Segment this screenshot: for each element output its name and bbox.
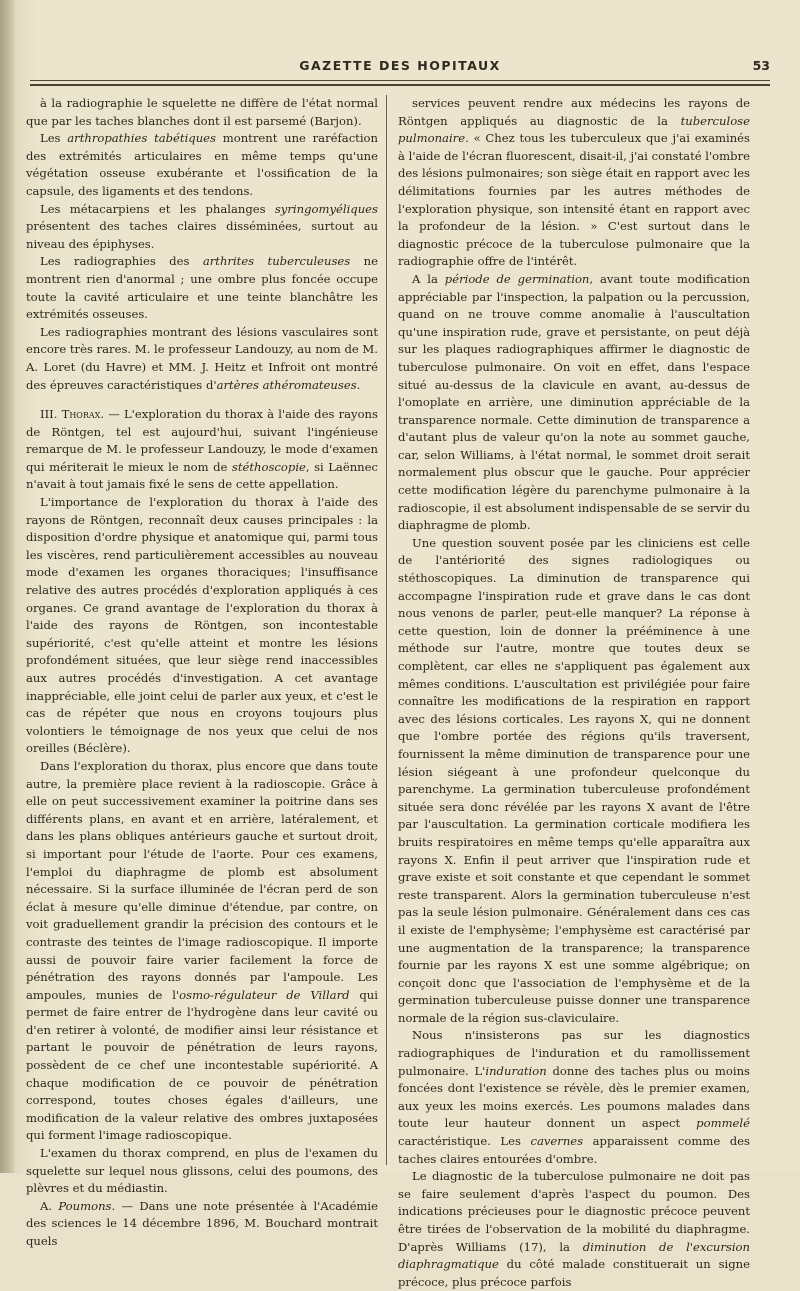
paragraph bbox=[398, 95, 750, 271]
italic-term: syringomyéliques bbox=[274, 201, 378, 216]
paragraph bbox=[26, 324, 378, 394]
text-run: , si Laënnec n'avait à tout jamais fixé le sens de cette appellation. bbox=[26, 459, 378, 492]
left-column bbox=[26, 95, 378, 1251]
paragraph bbox=[26, 253, 378, 323]
paragraph bbox=[26, 201, 378, 254]
text-run: caractéristique. Les bbox=[398, 1134, 531, 1149]
italic-term: artères athéromateuses bbox=[216, 377, 357, 392]
text-run: , avant toute modification appréciable par l'inspection, la palpation ou la percussion, quand on ne trouve comme anomalie à l'auscultation qu'une inspiration rude, grave et persistante, on peut déjà sur les plaques radiographiques affirmer le diagnostic de tuberculose pulmonaire. On voit en effet, dans l'espace situé au-dessus de la clavicule en avant, au-dessus de l'omoplate en arrière, une diminution appréciable de la transparence normale. Cette diminution de transparence a d'autant plus de valeur qu'on la note au sommet gauche, car, selon Williams, à l'état normal, le sommet droit serait normalement plus obscur que le gauche. Pour apprécier cette modification légère du parenchyme pulmonaire à la radioscopie, il est absolument indispensable de se servir du diaphragme de plomb. bbox=[398, 271, 750, 533]
text-run: A la bbox=[412, 271, 445, 286]
column-divider bbox=[386, 95, 387, 1165]
text-run: du côté malade constituerait un signe précoce, plus précoce parfois bbox=[398, 1257, 750, 1289]
text-run: L'examen du thorax comprend, en plus de l'examen du squelette sur lequel nous glissons, celui des poumons, des plèvres et du médiastin. bbox=[26, 1146, 378, 1196]
text-run: . bbox=[356, 377, 361, 392]
paragraph bbox=[26, 406, 378, 494]
text-run: L'importance de l'exploration du thorax à l'aide des rayons de Röntgen, reconnaît deux causes principales : la disposition d'ordre physique et anatomique qui, parmi tous les viscères, rend particulièrement accessibles au nouveau mode d'examen les organes thoraciques; l'insuffisance relative des autres procédés d'exploration appliqués à ces organes. Ce grand avantage de l'exploration du thorax à l'aide des rayons de Röntgen, son incontestable supériorité, c'est qu'elle atteint et montre les lésions profondément situées, que leur siège rend inaccessibles aux autres procédés d'investigation. A cet avantage inappréciable, elle joint celui de parler aux yeux, et c'est le cas de répéter que nous en croyons toujours plus volontiers le témoignage de nos yeux que celui de nos oreilles (Béclère). bbox=[26, 495, 378, 756]
italic-term: cavernes bbox=[530, 1134, 584, 1149]
italic-term: stéthoscopie bbox=[231, 459, 306, 474]
text-run: qui permet de faire entrer de l'hydrogène dans leur cavité ou d'en retirer à volonté, de modifier ainsi leur résistance et partant le pouvoir de pénétration de leurs rayons, possèdent de ce chef une incontestable supériorité. A chaque modification de ce pouvoir de pénétration correspond, toutes choses égales d'ailleurs, une modification de la valeur relative des ombres juxtaposées qui forment l'image radioscopique. bbox=[26, 987, 378, 1143]
paragraph bbox=[398, 535, 750, 1028]
text-run: . « Chez tous les tuberculeux que j'ai examinés à l'aide de l'écran fluorescent, disait-il, j'ai constaté l'ombre des lésions pulmonaires; son siège était en rapport avec les délimitations fournies par les autres méthodes de l'exploration physique, son intensité étant en rapport avec la profondeur de la lésion. » C'est surtout dans le diagnostic précoce de la tuberculose pulmonaire que la radiographie offre de l'intérêt. bbox=[398, 131, 750, 269]
italic-term: période de germination bbox=[444, 271, 590, 286]
text-run: Les bbox=[40, 131, 68, 146]
italic-term: arthropathies tabétiques bbox=[67, 131, 216, 146]
text-run: Une question souvent posée par les cliniciens est celle de l'antériorité des signes radiologiques ou stéthoscopiques. La diminution de transparence qui accompagne l'inspiration rude et grave dans le cas dont nous venons de parler, peut-elle manquer? La réponse à cette question, loin de donner la prééminence à une méthode sur l'autre, montre que toutes deux se complètent, car elles ne s'appliquent pas également aux mêmes conditions. L'auscultation est privilégiée pour faire connaître les modifications de la respiration en rapport avec des lésions corticales. Les rayons X, qui ne donnent que l'ombre portée des régions qu'ils traversent, fournissent la même diminution de transparence pour une lésion siégeant à une profondeur quelconque du parenchyme. La germination tuberculeuse profondément située sera donc révélée par les rayons X avant de l'être par l'auscultation. La germination corticale modifiera les bruits respiratoires en même temps qu'elle apparaîtra aux rayons X. Enfin il peut arriver que l'inspiration rude et grave existe et soit constante et que cependant le sommet reste transparent. Alors la germination tuberculeuse n'est pas la seule lésion pulmonaire. Généralement dans ces cas il existe de l'emphysème; l'emphysème est caractérisé par une augmentation de la transparence; la transparence fournie par les rayons X est une somme algébrique; on conçoit donc que l'association de l'emphysème et de la germination tuberculeuse puisse donner une transparence normale de la région sus-claviculaire. bbox=[398, 535, 750, 1025]
text-run: III. bbox=[40, 407, 62, 422]
section-heading: Thorax bbox=[61, 407, 101, 422]
text-run: Les métacarpiens et les phalanges bbox=[40, 201, 275, 216]
italic-term: arthrites tuberculeuses bbox=[202, 254, 351, 269]
text-run: apparaissent comme des taches claires entourées d'ombre. bbox=[398, 1134, 750, 1166]
text-run: . — L'exploration du thorax à l'aide des rayons de Röntgen, tel est aujourd'hui, suivant l'ingénieuse remarque de M. le professeur Landouzy, le mode d'examen qui mériterait le mieux le nom de bbox=[26, 407, 378, 474]
text-run: Dans l'exploration du thorax, plus encore que dans toute autre, la première place revient à la radioscopie. Grâce à elle on peut successivement examiner la poitrine dans ses différents plans, en avant et en arrière, latéralement, et dans les plans obliques antérieurs gauche et surtout droit, si important pour l'étude de l'aorte. Pour ces examens, l'emploi du diaphragme de plomb est absolument nécessaire. Si la surface illuminée de l'écran perd de son éclat à mesure qu'elle diminue d'étendue, par contre, on voit graduellement grandir la précision des contours et le contraste des teintes de l'image radioscopique. Il importe aussi de pouvoir faire varier facilement la force de pénétration des rayons donnés par l'ampoule. Les ampoules, munies de l' bbox=[26, 758, 378, 1002]
paragraph bbox=[26, 1198, 378, 1251]
text-run: A. bbox=[40, 1198, 59, 1213]
right-column bbox=[398, 95, 750, 1291]
italic-term: tuberculose pulmonaire bbox=[398, 113, 750, 146]
italic-term: pommelé bbox=[696, 1116, 750, 1131]
italic-term: diminution de l'excursion diaphragmatique bbox=[398, 1239, 750, 1272]
paragraph bbox=[26, 1145, 378, 1198]
page-header bbox=[30, 55, 770, 77]
italic-term: induration bbox=[485, 1063, 547, 1078]
text-run: ne montrent rien d'anormal ; une ombre plus foncée occupe toute la cavité articulaire et une teinte blanchâtre les extrémités osseuses. bbox=[26, 254, 378, 322]
journal-title: GAZETTE DES HOPITAUX bbox=[299, 58, 501, 73]
text-run: à la radiographie le squelette ne diffère de l'état normal que par les taches blanches dont il est parsemé (Barjon). bbox=[26, 96, 378, 128]
paragraph bbox=[26, 494, 378, 758]
text-run: donne des taches plus ou moins foncées dont l'existence se révèle, dès le premier examen, aux yeux les moins exercés. Les poumons malades dans toute leur hauteur donnent un aspect bbox=[398, 1063, 750, 1131]
text-run: Les radiographies montrant des lésions vasculaires sont encore très rares. M. le professeur Landouzy, au nom de M. A. Loret (du Havre) et MM. J. Heitz et Infroit ont montré des épreuves caractéristiques d' bbox=[26, 324, 378, 392]
text-run: Nous n'insisterons pas sur les diagnostics radiographiques de l'induration et du ramollissement pulmonaire. L' bbox=[398, 1028, 750, 1078]
text-run: Les radiographies des bbox=[40, 254, 203, 269]
paragraph bbox=[398, 1027, 750, 1168]
binding-shadow bbox=[0, 0, 14, 1173]
italic-term: osmo-régulateur de Villard bbox=[179, 987, 350, 1002]
paragraph bbox=[26, 130, 378, 200]
text-run: Le diagnostic de la tuberculose pulmonaire ne doit pas se faire seulement d'après l'aspect du poumon. Des indications précieuses pour le diagnostic précoce peuvent être tirées de l'observation de la mobilité du diaphragme. D'après Williams (17), la bbox=[398, 1169, 750, 1254]
paragraph bbox=[398, 1168, 750, 1291]
text-run: montrent une raréfaction des extrémités articulaires en même temps qu'une végétation osseuse exubérante et l'ossification de la capsule, des ligaments et des tendons. bbox=[26, 131, 378, 198]
paragraph bbox=[398, 271, 750, 535]
header-rule-thick bbox=[30, 84, 770, 86]
paragraph bbox=[26, 95, 378, 130]
text-run: services peuvent rendre aux médecins les rayons de Röntgen appliqués au diagnostic de la bbox=[398, 96, 750, 128]
paragraph bbox=[26, 758, 378, 1145]
italic-term: Poumons bbox=[58, 1198, 112, 1213]
text-run: . — Dans une note présentée à l'Académie des sciences le 14 décembre 1896, M. Bouchard montrait quels bbox=[26, 1198, 378, 1248]
header-rule bbox=[30, 80, 770, 81]
text-run: présentent des taches claires disséminées, surtout au niveau des épiphyses. bbox=[26, 219, 378, 251]
page-number: 53 bbox=[752, 58, 770, 73]
